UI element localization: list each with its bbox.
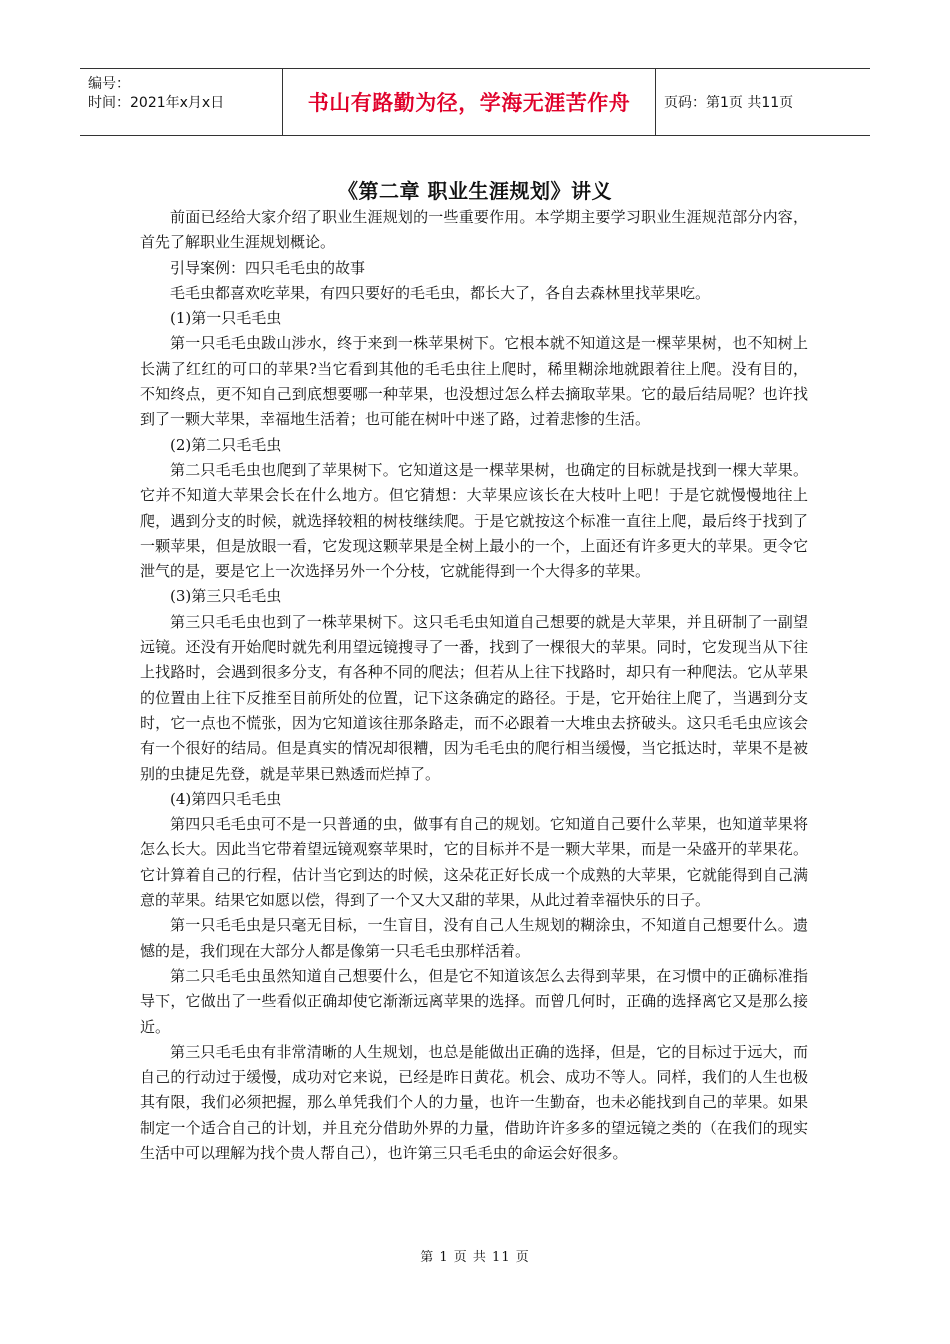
document-date-label: 时间：2021年x月x日 bbox=[88, 95, 225, 111]
paragraph: 第三只毛毛虫有非常清晰的人生规划，也总是能做出正确的选择，但是，它的目标过于远大，而自己的行动过于缓慢，成功对它来说，已经是昨日黄花。机会、成功不等人。同样，我们的人生也极其有限，我们必须把握，那么单凭我们个人的力量，也许一生勤奋，也未必能找到自己的苹果。如果制定一个适合自己的计划，并且充分借助外界的力量，借助许许多多的望远镜之类的（在我们的现实生活中可以理解为找个贵人帮自己），也许第三只毛毛虫的命运会好很多。 bbox=[140, 1042, 808, 1162]
header-motto: 书山有路勤为径，学海无涯苦作舟 bbox=[307, 91, 631, 115]
paragraph: 第二只毛毛虫虽然知道自己想要什么，但是它不知道该怎么去得到苹果，在习惯中的正确标准指导下，它做出了一些看似正确却使它渐渐远离苹果的选择。而曾几何时，正确的选择离它又是那么接近。 bbox=[140, 966, 808, 1036]
header-motto-cell bbox=[283, 69, 656, 135]
document-body bbox=[140, 205, 808, 1166]
section-heading: (2)第二只毛毛虫 bbox=[170, 435, 282, 454]
header-page-code-cell bbox=[656, 69, 870, 135]
header-info-cell bbox=[80, 69, 283, 135]
document-title: 《第二章 职业生涯规划》讲义 bbox=[338, 179, 612, 203]
page-footer: 第 1 页 共 11 页 bbox=[420, 1250, 530, 1265]
paragraph: 第一只毛毛虫是只毫无目标，一生盲目，没有自己人生规划的糊涂虫，不知道自己想要什么。遗憾的是，我们现在大部分人都是像第一只毛毛虫那样活着。 bbox=[140, 916, 808, 960]
section-heading: (3)第三只毛毛虫 bbox=[170, 587, 282, 606]
section-heading: (1)第一只毛毛虫 bbox=[170, 309, 282, 328]
paragraph: 第四只毛毛虫可不是一只普通的虫，做事有自己的规划。它知道自己要什么苹果，也知道苹果将怎么长大。因此当它带着望远镜观察苹果时，它的目标并不是一颗大苹果，而是一朵盛开的苹果花。它计算着自己的行程，估计当它到达的时候，这朵花正好长成一个成熟的大苹果，它就能得到自己满意的苹果。结果它如愿以偿，得到了一个又大又甜的苹果，从此过着幸福快乐的日子。 bbox=[140, 815, 808, 910]
section-heading: (4)第四只毛毛虫 bbox=[170, 789, 282, 808]
paragraph: 引导案例：四只毛毛虫的故事 bbox=[170, 258, 366, 277]
document-number-label: 编号： bbox=[88, 76, 130, 92]
paragraph: 第三只毛毛虫也到了一株苹果树下。这只毛毛虫知道自己想要的就是大苹果，并且研制了一副望远镜。还没有开始爬时就先利用望远镜搜寻了一番，找到了一棵很大的苹果。同时，它发现当从下往上找路时，会遇到很多分支，有各种不同的爬法；但若从上往下找路时，却只有一种爬法。它从苹果的位置由上往下反推至目前所处的位置，记下这条确定的路径。于是，它开始往上爬了，当遇到分支时，它一点也不慌张，因为它知道该往那条路走，而不必跟着一大堆虫去挤破头。这只毛毛虫应该会有一个很好的结局。但是真实的情况却很糟，因为毛毛虫的爬行相当缓慢，当它抵达时，苹果不是被别的虫捷足先登，就是苹果已熟透而烂掉了。 bbox=[140, 612, 808, 783]
header-page-code: 页码：第1页 共11页 bbox=[664, 95, 794, 111]
paragraph: 第二只毛毛虫也爬到了苹果树下。它知道这是一棵苹果树，也确定的目标就是找到一棵大苹果。它并不知道大苹果会长在什么地方。但它猜想：大苹果应该长在大枝叶上吧！于是它就慢慢地往上爬，遇到分支的时候，就选择较粗的树枝继续爬。于是它就按这个标准一直往上爬，最后终于找到了一颗苹果，但是放眼一看，它发现这颗苹果是全树上最小的一个，上面还有许多更大的苹果。更令它泄气的是，要是它上一次选择另外一个分枝，它就能得到一个大得多的苹果。 bbox=[140, 460, 808, 581]
paragraph: 前面已经给大家介绍了职业生涯规划的一些重要作用。本学期主要学习职业生涯规范部分内容，首先了解职业生涯规划概论。 bbox=[140, 208, 808, 252]
header-table bbox=[80, 68, 870, 136]
paragraph: 毛毛虫都喜欢吃苹果，有四只要好的毛毛虫，都长大了，各自去森林里找苹果吃。 bbox=[170, 283, 711, 302]
paragraph: 第一只毛毛虫跋山涉水，终于来到一株苹果树下。它根本就不知道这是一棵苹果树，也不知树上长满了红红的可口的苹果?当它看到其他的毛毛虫往上爬时，稀里糊涂地就跟着往上爬。没有目的，不知终点，更不知自己到底想要哪一种苹果，也没想过怎么样去摘取苹果。它的最后结局呢？也许找到了一颗大苹果，幸福地生活着；也可能在树叶中迷了路，过着悲惨的生活。 bbox=[140, 334, 808, 429]
